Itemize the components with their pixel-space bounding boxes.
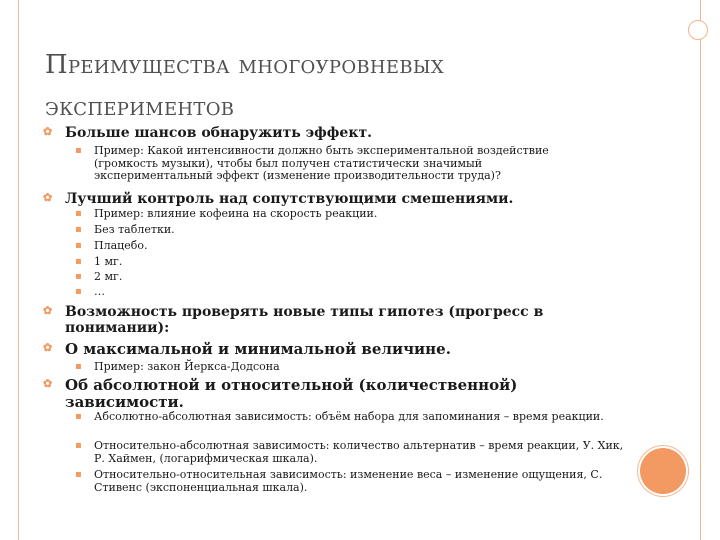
slide-title bbox=[45, 44, 645, 128]
bottom-right-orange-circle-decoration bbox=[640, 448, 686, 494]
sub-item-2-3-text: Плацебо. bbox=[94, 239, 148, 252]
flower-bullet-icon: ✿ bbox=[43, 191, 53, 204]
sub-item-2-6-text: … bbox=[94, 285, 105, 298]
sub-item-5-2-text: Относительно-абсолютная зависимость: количество альтернатив – время реакции, У. Хик, Р. Хаймен, (логарифмическая шкала). bbox=[94, 439, 624, 465]
square-bullet-icon: ▪ bbox=[75, 271, 82, 282]
square-bullet-icon: ▪ bbox=[75, 286, 82, 297]
sub-item-2-2-text: Без таблетки. bbox=[94, 223, 175, 236]
flower-bullet-icon: ✿ bbox=[43, 125, 53, 138]
sub-item-1-1-text: Пример: Какой интенсивности должно быть экспериментальной воздействие (громкость музыки), чтобы был получен статистически значимый экспериментальный эффект (изменение производительности труда)? bbox=[94, 144, 549, 182]
top-right-circle-decoration bbox=[688, 20, 708, 40]
square-bullet-icon: ▪ bbox=[75, 361, 82, 372]
square-bullet-icon: ▪ bbox=[75, 469, 82, 480]
flower-bullet-icon: ✿ bbox=[43, 341, 53, 354]
bullet-item-5-text: Об абсолютной и относительной (количественной) зависимости. bbox=[65, 376, 518, 411]
square-bullet-icon: ▪ bbox=[75, 145, 82, 156]
sub-item-4-1-text: Пример: закон Йеркса-Додсона bbox=[94, 360, 280, 373]
square-bullet-icon: ▪ bbox=[75, 224, 82, 235]
bullet-item-1-text: Больше шансов обнаружить эффект. bbox=[65, 125, 372, 141]
right-border-line bbox=[700, 0, 701, 540]
title-line-2: экспериментов bbox=[45, 92, 235, 122]
bullet-item-4-text: О максимальной и минимальной величине. bbox=[65, 340, 451, 358]
sub-item-5-1-text: Абсолютно-абсолютная зависимость: объём набора для запоминания – время реакции. bbox=[94, 410, 604, 423]
square-bullet-icon: ▪ bbox=[75, 240, 82, 251]
bullet-item-3-text: Возможность проверять новые типы гипотез (прогресс в понимании): bbox=[65, 304, 544, 336]
title-line-1: Преимущества многоуровневых bbox=[45, 50, 444, 80]
flower-bullet-icon: ✿ bbox=[43, 304, 53, 317]
square-bullet-icon: ▪ bbox=[75, 411, 82, 422]
sub-item-2-5-text: 2 мг. bbox=[94, 270, 123, 283]
bullet-item-2-text: Лучший контроль над сопутствующими смешениями. bbox=[65, 191, 514, 207]
sub-item-5-3-text: Относительно-относительная зависимость: изменение веса – изменение ощущения, С. Стивенс (экспоненциальная шкала). bbox=[94, 468, 603, 494]
flower-bullet-icon: ✿ bbox=[43, 377, 53, 390]
square-bullet-icon: ▪ bbox=[75, 208, 82, 219]
sub-item-2-1-text: Пример: влияние кофеина на скорость реакции. bbox=[94, 207, 378, 220]
square-bullet-icon: ▪ bbox=[75, 440, 82, 451]
square-bullet-icon: ▪ bbox=[75, 256, 82, 267]
sub-item-2-4-text: 1 мг. bbox=[94, 255, 123, 268]
left-border-line bbox=[18, 0, 19, 540]
